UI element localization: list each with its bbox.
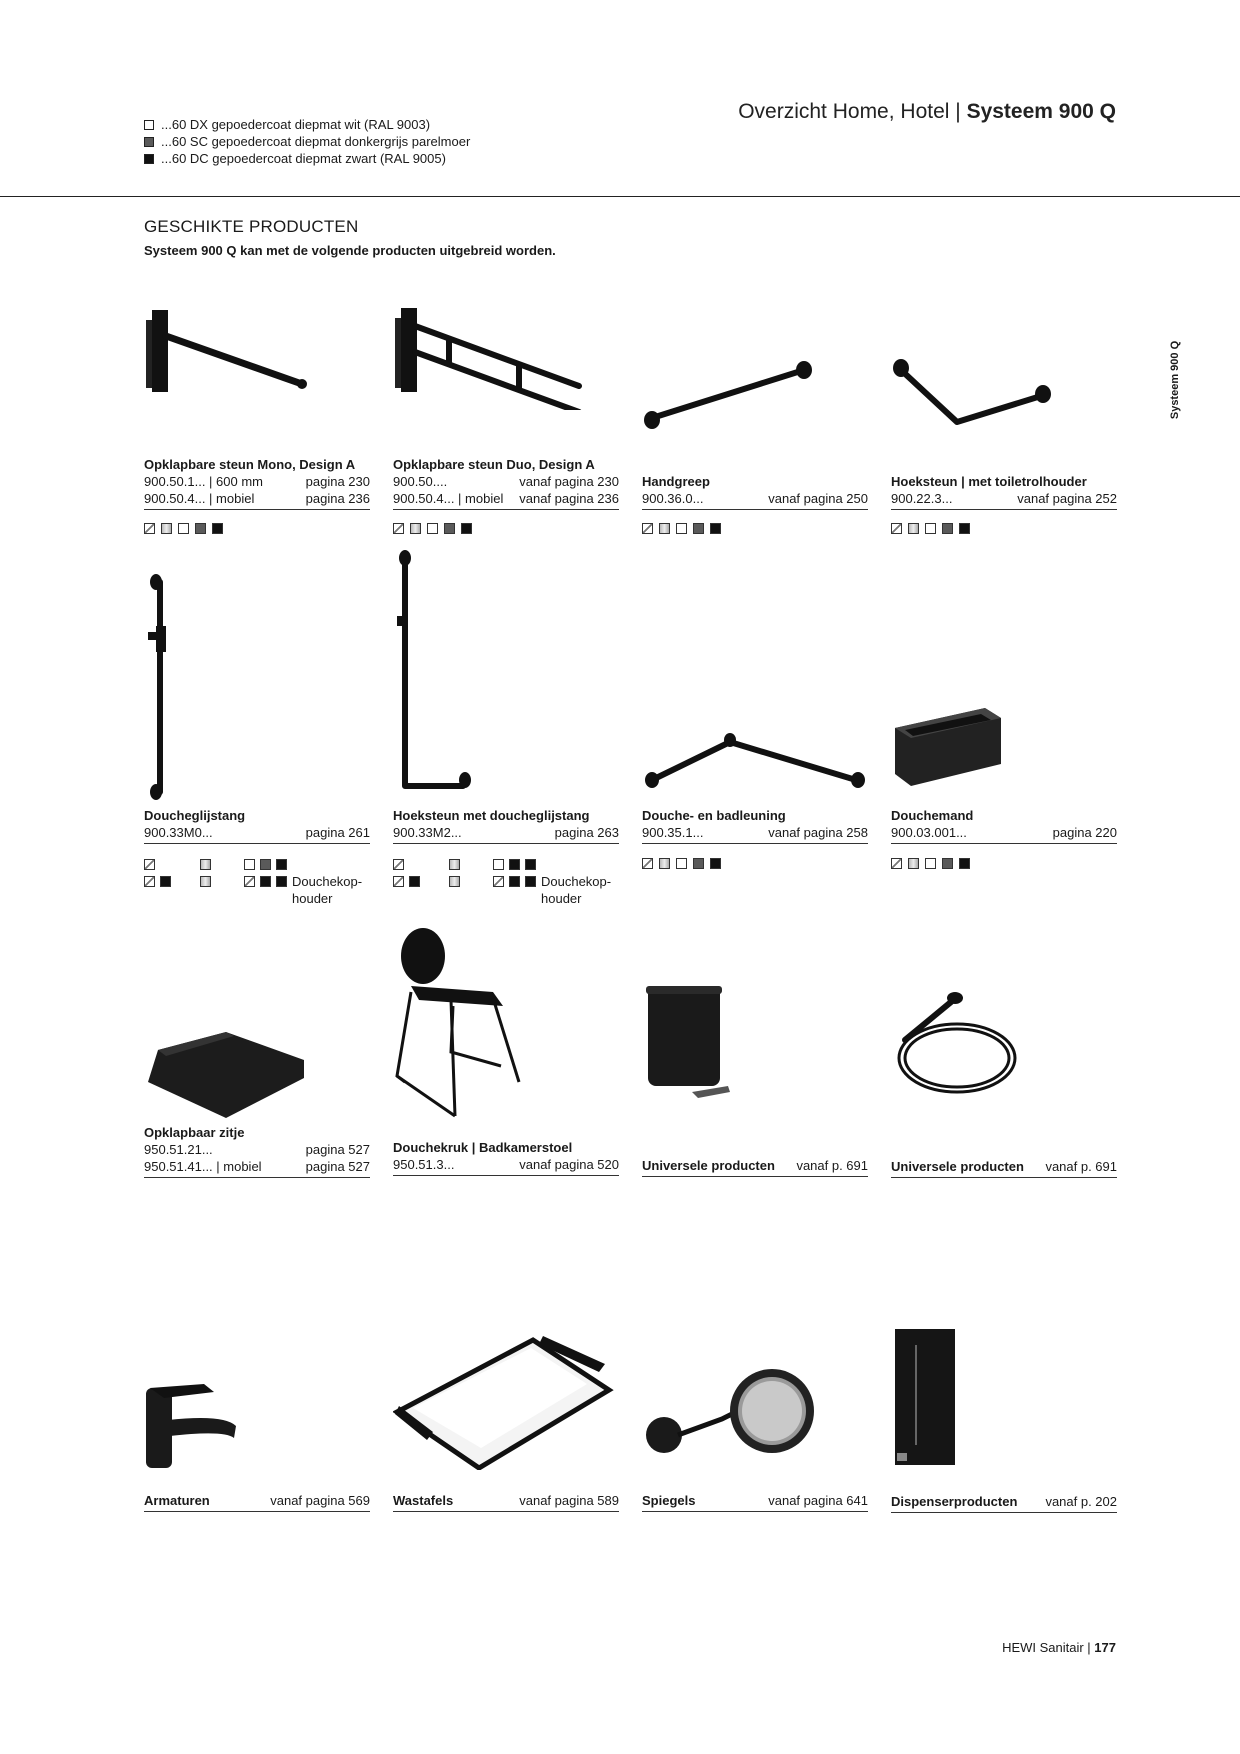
product-rule xyxy=(393,1175,619,1176)
product-rule xyxy=(144,509,370,510)
legend-item-grey: ...60 SC gepoedercoat diepmat donkergrijs parelmoer xyxy=(144,133,470,150)
product-info: Handgreep 900.36.0... vanaf pagina 250 xyxy=(642,473,868,510)
product-info: Spiegels vanaf pagina 641 xyxy=(642,1492,868,1512)
section-subtitle: Systeem 900 Q kan met de volgende producten uitgebreid worden. xyxy=(144,243,556,258)
washbasin-image xyxy=(393,1320,619,1470)
product-info: Doucheglijstang 900.33M0... pagina 261 xyxy=(144,807,370,844)
product-info: Wastafels vanaf pagina 589 xyxy=(393,1492,619,1512)
product-rule xyxy=(642,843,868,844)
side-label: Systeem 900 Q xyxy=(1169,340,1181,420)
product-info: Opklapbare steun Mono, Design A 900.50.1... | 600 mm pagina 230 900.50.4... | mobiel pagina 236 xyxy=(144,456,370,510)
mirror-image xyxy=(642,1365,868,1470)
product-rule xyxy=(393,509,619,510)
shower-slide-bar-image xyxy=(144,570,370,800)
color-swatches xyxy=(642,523,721,534)
color-swatches xyxy=(891,858,970,869)
product-info: Opklapbaar zitje 950.51.21... pagina 527 950.51.41... | mobiel pagina 527 xyxy=(144,1124,370,1178)
product-rule xyxy=(891,1512,1117,1513)
black-swatch-icon xyxy=(144,154,154,164)
grey-swatch-icon xyxy=(144,137,154,147)
product-rule xyxy=(642,509,868,510)
color-swatch-grid: Douchekop- houder xyxy=(393,856,611,890)
product-info: Hoeksteun met doucheglijstang 900.33M2... pagina 263 xyxy=(393,807,619,844)
product-info: Universele producten vanaf p. 691 xyxy=(891,1158,1117,1178)
color-swatches xyxy=(393,523,472,534)
pedal-bin-image xyxy=(642,982,868,1117)
color-swatches xyxy=(891,523,970,534)
dispenser-image xyxy=(891,1325,1117,1465)
shower-stool-image xyxy=(393,926,619,1121)
product-rule xyxy=(144,1511,370,1512)
product-info: Opklapbare steun Duo, Design A 900.50.... vanaf pagina 230 900.50.4... | mobiel vanaf pagina 236 xyxy=(393,456,619,510)
header-divider xyxy=(0,196,1240,197)
corner-support-image xyxy=(891,300,1117,430)
hand-shower-image xyxy=(891,982,1117,1117)
product-rule xyxy=(642,1511,868,1512)
legend-item-black: ...60 DC gepoedercoat diepmat zwart (RAL 9005) xyxy=(144,150,470,167)
product-rule xyxy=(891,843,1117,844)
product-rule xyxy=(393,843,619,844)
color-legend xyxy=(144,116,470,167)
product-info: Hoeksteun | met toiletrolhouder 900.22.3... vanaf pagina 252 xyxy=(891,473,1117,510)
shower-bath-rail-image xyxy=(642,700,868,800)
white-swatch-icon xyxy=(144,120,154,130)
product-info: Douchekruk | Badkamerstoel 950.51.3... vanaf pagina 520 xyxy=(393,1139,619,1176)
product-rule xyxy=(891,509,1117,510)
product-rule xyxy=(393,1511,619,1512)
tap-image xyxy=(144,1380,370,1470)
corner-support-shower-bar-image xyxy=(393,550,619,800)
product-info: Dispenserproducten vanaf p. 202 xyxy=(891,1493,1117,1513)
page-footer: HEWI Sanitair | 177 xyxy=(1002,1640,1116,1655)
page-title: Overzicht Home, Hotel | Systeem 900 Q xyxy=(738,100,1116,123)
legend-item-white: ...60 DX gepoedercoat diepmat wit (RAL 9003) xyxy=(144,116,470,133)
grab-bar-image xyxy=(642,300,868,430)
color-swatches xyxy=(144,523,223,534)
product-info: Douche- en badleuning 900.35.1... vanaf pagina 258 xyxy=(642,807,868,844)
color-swatches xyxy=(642,858,721,869)
section-title: GESCHIKTE PRODUCTEN xyxy=(144,217,359,236)
folding-support-duo-image xyxy=(393,300,619,410)
folding-support-mono-image xyxy=(144,300,370,410)
color-swatch-grid: Douchekop- houder xyxy=(144,856,362,890)
product-info: Universele producten vanaf p. 691 xyxy=(642,1157,868,1177)
shower-basket-image xyxy=(891,700,1117,800)
folding-seat-image xyxy=(144,1020,370,1120)
product-rule xyxy=(891,1177,1117,1178)
product-rule xyxy=(144,1177,370,1178)
product-info: Douchemand 900.03.001... pagina 220 xyxy=(891,807,1117,844)
product-info: Armaturen vanaf pagina 569 xyxy=(144,1492,370,1512)
product-rule xyxy=(144,843,370,844)
product-rule xyxy=(642,1176,868,1177)
